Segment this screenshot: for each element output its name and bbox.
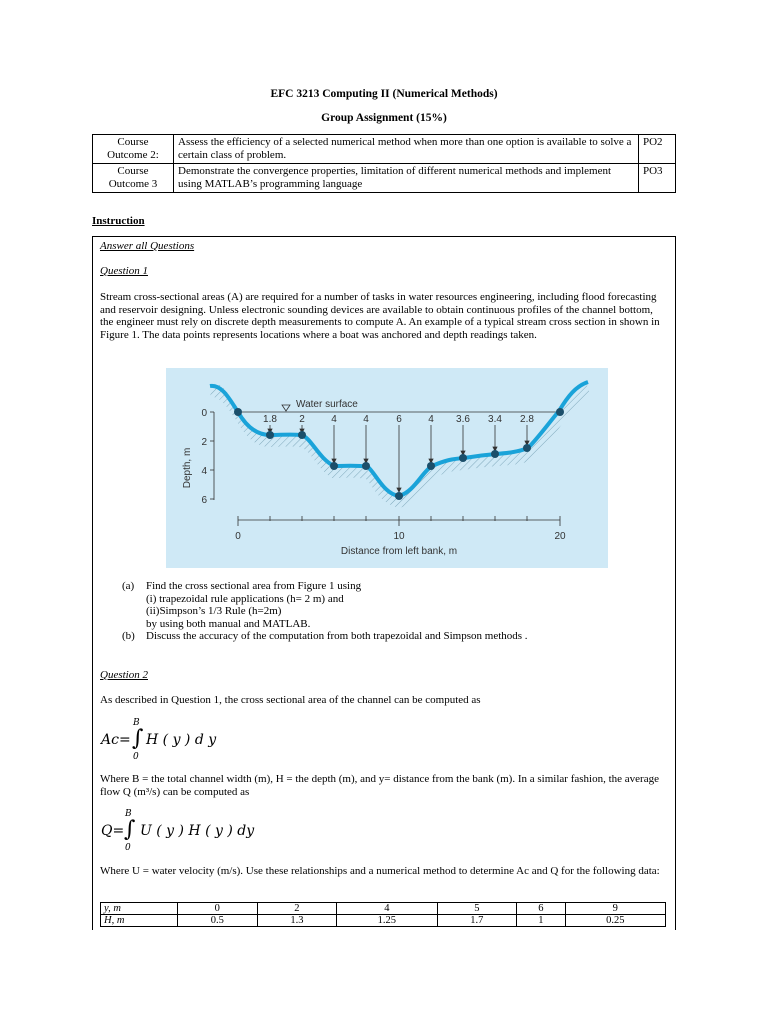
table-cell: 2	[257, 903, 337, 915]
table-cell: 9	[565, 903, 665, 915]
table-cell: 0.5	[178, 915, 258, 927]
table-row	[101, 915, 666, 927]
y-axis	[210, 412, 214, 500]
question-2-where-2: Where U = water velocity (m/s). Use these relationships and a numerical method to determine Ac and Q for the following data:	[100, 865, 660, 877]
outcome-po: PO2	[639, 135, 676, 164]
answer-all-note: Answer all Questions	[100, 240, 195, 252]
table-cell: 0	[178, 903, 258, 915]
data-point	[523, 444, 531, 452]
depth-label: 4	[363, 414, 369, 425]
data-point	[556, 408, 564, 416]
q1-part-a-line1: Find the cross sectional area from Figure 1 using	[146, 580, 362, 592]
depth-label: 2	[299, 414, 305, 425]
equation-2-body: U ( y ) H ( y ) dy	[140, 823, 255, 839]
table-cell: 4	[337, 903, 437, 915]
equation-2-lower-limit: 0	[125, 843, 131, 853]
where-1-text: Where B = the total channel width (m), H = the depth (m), and y= distance from the bank (m). In a similar fashion, the average flow Q (m³/s) can be computed as	[100, 773, 659, 798]
depth-label: 6	[396, 414, 402, 425]
table-cell: 0.25	[565, 915, 665, 927]
outcome-row	[93, 135, 676, 164]
data-point	[330, 462, 338, 470]
q1-part-a-line3: (ii)Simpson’s 1/3 Rule (h=2m)	[146, 605, 282, 617]
y-axis-label: Depth, m	[182, 447, 193, 489]
depth-label: 1.8	[263, 414, 277, 425]
x-tick-label: 0	[235, 531, 241, 542]
q1-part-a-label: (a)	[122, 580, 135, 592]
data-point	[298, 431, 306, 439]
x-tick-label: 20	[554, 531, 566, 542]
y-tick-label: 6	[201, 495, 207, 506]
data-point	[266, 431, 274, 439]
question-1-paragraph: Stream cross-sectional areas (A) are required for a number of tasks in water resources engineering, including flood forecasting and reservoir designing. Unless electronic sounding devices are available to obtain continuous profiles of the channel bottom, the engineer must rely on discrete depth measurements to compute A. An example of a typical stream cross section in shown in Figure 1. The data points represents locations where a boat was anchored and depth readings taken.	[100, 291, 660, 341]
y-tick-label: 4	[201, 466, 207, 477]
outcome-row	[93, 164, 676, 193]
page-subtitle: Group Assignment (15%)	[321, 112, 447, 124]
outcome-label: Course Outcome 3	[93, 164, 174, 193]
channel-data-table	[100, 902, 666, 927]
table-cell: 1.25	[337, 915, 437, 927]
question-2-intro: As described in Question 1, the cross sectional area of the channel can be computed as	[100, 694, 481, 706]
data-point	[395, 492, 403, 500]
q1-part-b-line: Discuss the accuracy of the computation from both trapezoidal and Simpson methods .	[146, 630, 528, 642]
q1-part-b-label: (b)	[122, 630, 135, 642]
table-cell: 1.3	[257, 915, 337, 927]
integral-sign-icon: ∫	[124, 817, 136, 842]
q1-part-a-line4: by using both manual and MATLAB.	[146, 618, 311, 630]
integral-sign-icon: ∫	[132, 726, 144, 751]
stream-cross-section-figure	[166, 368, 608, 568]
question-2-heading: Question 2	[100, 669, 148, 681]
outcome-description: Assess the efficiency of a selected numerical method when more than one option is available to solve a certain class of problem.	[174, 135, 639, 164]
depth-label: 3.6	[456, 414, 470, 425]
y-tick-label: 2	[201, 437, 207, 448]
course-outcomes-table	[92, 134, 676, 193]
depth-label: 3.4	[488, 414, 502, 425]
x-tick-label: 10	[393, 531, 405, 542]
equation-1-body: H ( y ) d y	[146, 732, 217, 748]
equation-1-lower-limit: 0	[133, 752, 139, 762]
data-point	[459, 454, 467, 462]
q1-part-a-line2: (i) trapezoidal rule applications (h= 2 m) and	[146, 593, 344, 605]
table-cell: 1.7	[437, 915, 517, 927]
question-2-where-1	[100, 773, 668, 798]
data-point	[234, 408, 242, 416]
equation-1-lhs: Ac=	[101, 732, 131, 748]
table-header: y, m	[101, 903, 178, 915]
depth-arrow-head-5	[397, 488, 401, 492]
x-axis	[238, 516, 560, 526]
depth-label: 4	[428, 414, 434, 425]
water-surface-marker-icon	[282, 405, 290, 411]
depth-label: 2.8	[520, 414, 534, 425]
x-axis-label: Distance from left bank, m	[340, 546, 458, 557]
equation-2-lhs: Q=	[101, 823, 125, 839]
table-cell: 6	[517, 903, 565, 915]
data-point	[427, 462, 435, 470]
equation-2-upper-limit: B	[125, 809, 132, 819]
table-cell: 5	[437, 903, 517, 915]
table-header: H, m	[101, 915, 178, 927]
equation-1-upper-limit: B	[133, 718, 140, 728]
question-1-heading: Question 1	[100, 265, 148, 277]
table-cell: 1	[517, 915, 565, 927]
outcome-description: Demonstrate the convergence properties, limitation of different numerical methods and implement using MATLAB’s programming language	[174, 164, 639, 193]
cross-section-svg	[166, 368, 608, 568]
page-title: EFC 3213 Computing II (Numerical Methods)	[270, 88, 498, 100]
outcome-label: Course Outcome 2:	[93, 135, 174, 164]
y-tick-label: 0	[201, 408, 207, 419]
data-point	[362, 462, 370, 470]
instruction-heading: Instruction	[92, 215, 145, 227]
outcome-po: PO3	[639, 164, 676, 193]
data-point	[491, 450, 499, 458]
table-row	[101, 903, 666, 915]
depth-label: 4	[331, 414, 337, 425]
water-surface-label: Water surface	[296, 399, 358, 410]
